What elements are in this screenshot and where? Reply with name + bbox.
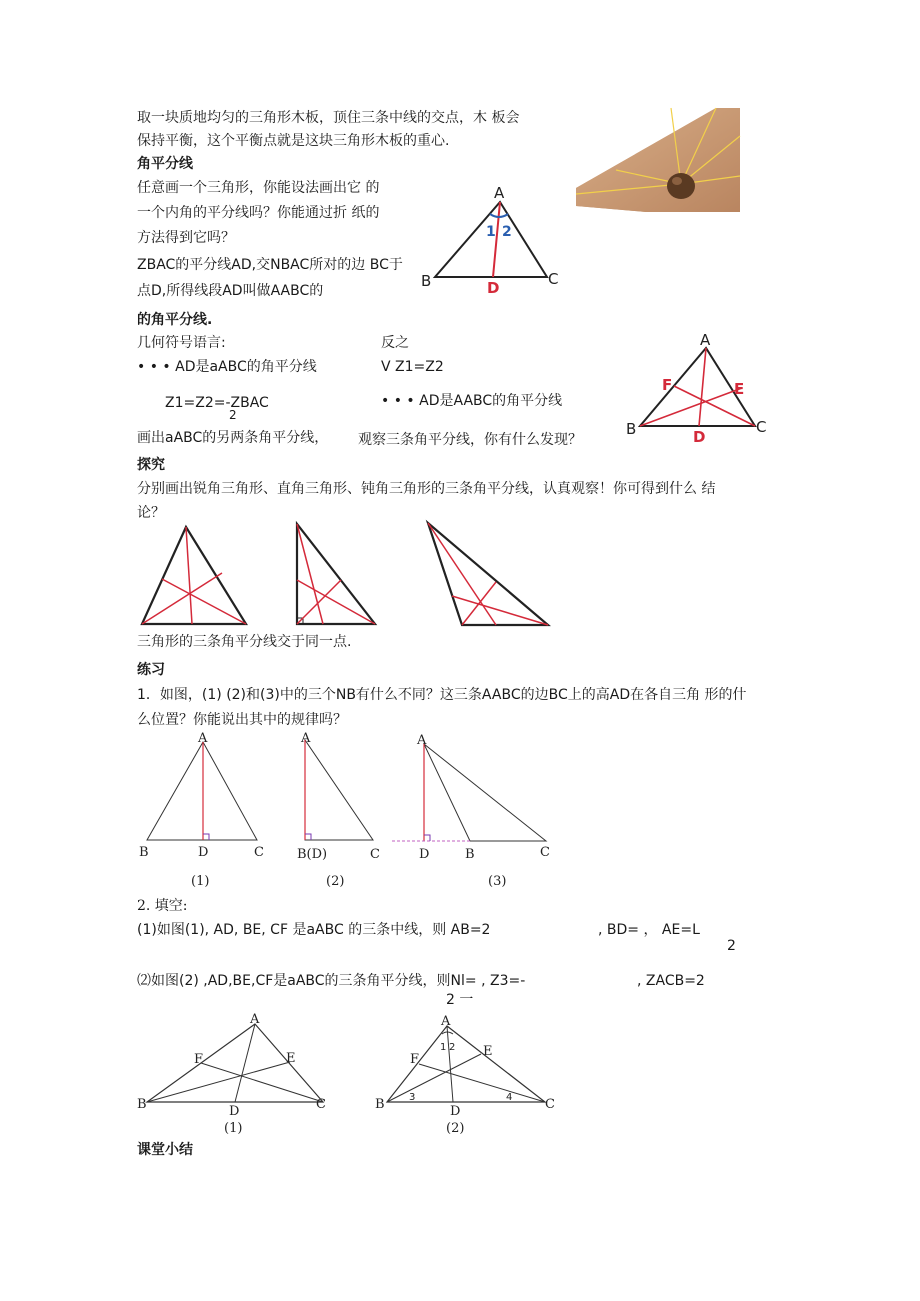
observe-question: 观察三条角平分线，你有什么发现？ [358,432,582,448]
label-D: D [693,428,706,446]
explore-heading: 探究 [137,457,165,473]
practice-q2-2-part-a: ⑵如图(2) ,AD,BE,CF是aABC的三条角平分线，则Nl= , Z3=- [137,973,526,989]
label-D: D [487,279,500,297]
bisector-question-3: 方法得到它吗？ [137,230,235,246]
wood-board-photo [576,106,740,214]
label-B: B [465,847,475,862]
label-C: C [540,845,550,860]
angle-4-label: 4 [506,1092,513,1103]
practice-q1-line-2: 么位置？你能说出其中的规律吗？ [137,712,347,728]
bisector-definition-2: 点D,所得线段AD叫做AABC的 [137,283,324,299]
right-triangle-figure [293,522,379,627]
draw-other-bisectors: 画出aABC的另两条角平分线， [137,430,329,446]
three-bisectors-figure [622,330,772,445]
label-D: D [229,1104,240,1119]
practice-q1-line-1: 1．如图，(1) (2)和(3)中的三个NB有什么不同？这三条AABC的边BC上的高AD在各自三角 形的什 [137,687,747,703]
converse-line-1: V Z1=Z2 [381,359,444,375]
angle-3-label: 3 [409,1092,416,1103]
bisector-definition-1: ZBAC的平分线AD,交NBAC所对的边 BC于 [137,257,403,273]
converse-label: 反之 [381,335,409,351]
bisector-triangle-figure [415,180,565,295]
converse-line-2: • • • AD是AABC的角平分线 [381,393,563,409]
obtuse-triangle-figure [424,520,552,628]
label-A: A [198,731,208,746]
label-C: C [316,1097,326,1112]
practice-q2-2-denominator: 2 一 [446,992,474,1008]
label-B: B [626,420,637,438]
label-B: B [421,272,432,290]
label-E: E [483,1044,493,1059]
label-C: C [756,418,767,436]
practice-q2-2-part-b: , ZACB=2 [637,973,705,989]
label-A: A [417,733,427,748]
label-D: D [450,1104,461,1119]
caption-3: (3) [488,874,507,889]
bisector-definition-3: 的角平分线. [137,312,213,328]
symbol-line-2: Z1=Z2=-ZBAC [165,395,269,411]
label-E: E [286,1051,296,1066]
caption-1: (1) [191,874,210,889]
label-C: C [545,1097,555,1112]
label-B: B [375,1097,385,1112]
altitude-figure-1 [135,728,265,890]
bisector-heading: 角平分线 [137,156,193,172]
label-A: A [700,331,711,349]
intro-line-1: 取一块质地均匀的三角形木板，顶住三条中线的交点，木 板会 [137,110,520,126]
explore-line-2: 论？ [137,505,165,521]
label-F: F [410,1052,420,1067]
label-C: C [254,845,264,860]
bisector-question-1: 任意画一个三角形，你能设法画出它 的 [137,180,380,196]
symbol-line-1: • • • AD是aABC的角平分线 [137,359,317,375]
bisector-question-2: 一个内角的平分线吗？你能通过折 纸的 [137,205,380,221]
acute-triangle-figure [140,525,250,627]
bisectors-figure-2 [373,1012,563,1140]
label-F: F [194,1052,204,1067]
practice-q2-1-denominator: 2 [727,938,736,954]
summary-heading: 课堂小结 [137,1142,193,1158]
label-B: B [137,1097,147,1112]
angle-1-label: 1 [440,1042,447,1053]
caption-2: (2) [326,874,345,889]
label-D: D [419,847,430,862]
explore-line-1: 分别画出锐角三角形、直角三角形、钝角三角形的三条角平分线，认真观察！你可得到什么 结 [137,481,716,497]
label-C: C [370,847,380,862]
label-A: A [250,1012,260,1027]
caption-1: (1) [224,1121,243,1136]
label-B-D: B(D) [297,847,328,862]
angle-1-label: 1 [486,224,496,240]
label-D: D [198,845,209,860]
altitude-figure-2 [295,728,395,890]
label-C: C [548,270,559,288]
explore-conclusion: 三角形的三条角平分线交于同一点. [137,634,352,650]
intro-line-2: 保持平衡，这个平衡点就是这块三角形木板的重心. [137,133,450,149]
practice-q2-1-part-b: , BD= ， AE=L [598,922,700,938]
label-A: A [494,184,505,202]
label-A: A [441,1014,451,1029]
caption-2: (2) [446,1121,465,1136]
label-F: F [662,376,673,394]
practice-q2-1-part-a: (1)如图(1), AD, BE, CF 是aABC 的三条中线，则 AB=2 [137,922,491,938]
medians-figure [135,1012,335,1140]
altitude-figure-3 [390,728,560,890]
angle-2-label: 2 [449,1042,456,1053]
practice-heading: 练习 [137,662,165,678]
label-E: E [734,380,745,398]
label-B: B [139,845,149,860]
practice-q2-heading: 2. 填空: [137,898,188,914]
symbol-language-label: 几何符号语言: [137,335,226,351]
label-A: A [301,731,311,746]
angle-2-label: 2 [502,224,512,240]
symbol-line-2-denominator: 2 [229,408,237,422]
